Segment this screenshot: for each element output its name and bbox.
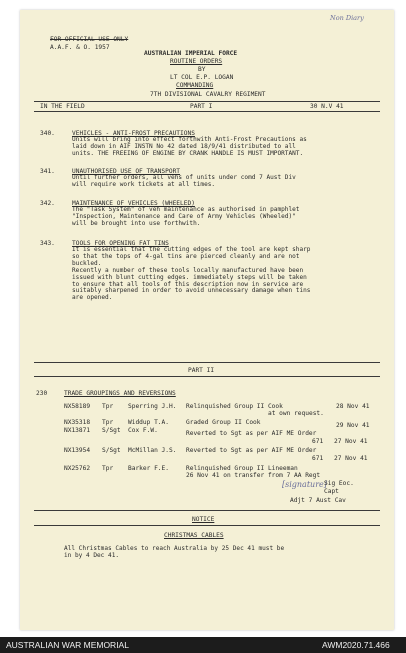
service-number: NX58189 — [64, 403, 91, 410]
signature-appointment: Adjt 7 Aust Cav — [290, 497, 346, 504]
part1-label: PART I — [190, 103, 213, 110]
restriction-line: FOR OFFICIAL USE ONLY — [50, 36, 129, 43]
order-line: so that the tops of 4-gal tins are pierced cleanly and are not — [72, 252, 300, 260]
signature-scribble: [signature] — [282, 480, 327, 489]
rank: Tpr — [102, 465, 114, 472]
order-body — [72, 207, 382, 228]
order-number: 342. — [40, 200, 55, 207]
part2-number: 230 — [36, 390, 48, 397]
part2-title: TRADE GROUPINGS AND REVERSIONS — [64, 390, 176, 397]
order-date: 30 N.V 41 — [310, 103, 344, 110]
notice-label: NOTICE — [192, 516, 215, 523]
signature-rank: Capt — [324, 488, 339, 495]
divider-part2-top — [34, 362, 380, 363]
soldier-name: Barker F.E. — [128, 465, 169, 472]
service-number: NX13871 — [64, 427, 91, 434]
divider-notice-bottom — [34, 525, 380, 526]
action-detail: 671 — [312, 455, 324, 462]
order-body — [72, 175, 382, 189]
location: IN THE FIELD — [40, 103, 85, 110]
order-line: to ensure that all tools of this description now in service are — [72, 280, 304, 288]
order-line: will require work tickets at all times. — [72, 180, 216, 188]
action-date: 27 Nov 41 — [334, 438, 368, 445]
order-line: Until further orders, all vehs of units under comd 7 Aust Div — [72, 174, 296, 181]
archive-name: AUSTRALIAN WAR MEMORIAL — [6, 640, 129, 650]
part2-label: PART II — [188, 367, 215, 374]
action: Graded Group II Cook — [186, 419, 261, 426]
notice-title: CHRISTMAS CABLES — [164, 532, 224, 539]
service-number: NX35318 — [64, 419, 91, 426]
action: Reverted to Sgt as per AIF ME Order — [186, 430, 317, 437]
order-line: laid down in AIF INSTN No 42 dated 18/9/41 distributed to all — [72, 142, 296, 150]
rank: S/Sgt — [102, 427, 121, 434]
divider-part2-bottom — [34, 376, 380, 377]
header-force: AUSTRALIAN IMPERIAL FORCE — [144, 50, 238, 57]
rank: S/Sgt — [102, 447, 121, 454]
rank: Tpr — [102, 419, 114, 426]
action-date: 28 Nov 41 — [336, 403, 370, 410]
action: Reverted to Sgt as per AIF ME Order — [186, 447, 317, 454]
header-regiment: 7TH DIVISIONAL CAVALRY REGIMENT — [150, 91, 266, 98]
divider-part1 — [34, 111, 380, 112]
order-line: Units will bring into effect forthwith Anti-Frost Precautions as — [72, 136, 307, 143]
soldier-name: Cox F.W. — [128, 427, 158, 434]
document-page — [20, 10, 394, 630]
order-body — [72, 137, 382, 158]
order-line: will be brought into use forthwith. — [72, 219, 201, 227]
action-detail: at own request. — [268, 410, 324, 417]
notice-body — [64, 546, 384, 560]
order-title: MAINTENANCE OF VEHICLES (WHEELED) — [72, 200, 195, 207]
order-line: are opened. — [72, 294, 113, 302]
order-line: "Inspection, Maintenance and Care of Army Vehicles (Wheeled)" — [72, 212, 296, 220]
form-reference: A.A.F. & O. 1957 — [50, 44, 110, 51]
archive-footer — [0, 637, 406, 653]
soldier-name: McMillan J.S. — [128, 447, 177, 454]
soldier-name: Sperring J.H. — [128, 403, 177, 410]
action-date: 29 Nov 41 — [336, 422, 370, 429]
divider-notice-top — [34, 510, 380, 511]
action-date: 27 Nov 41 — [334, 455, 368, 462]
header-officer: LT COL E.P. LOGAN — [170, 74, 234, 81]
order-line: Recently a number of these tools locally manufactured have been — [72, 266, 304, 274]
order-line: buckled. — [72, 259, 102, 267]
signature-line: Sig Eoc. — [324, 480, 354, 487]
service-number: NX13954 — [64, 447, 91, 454]
order-title: VEHICLES - ANTI-FROST PRECAUTIONS — [72, 130, 195, 137]
order-title: UNAUTHORISED USE OF TRANSPORT — [72, 168, 181, 175]
header-by: BY — [198, 66, 206, 73]
action: Relinquished Group II Cook — [186, 403, 283, 410]
soldier-name: Widdup T.A. — [128, 419, 169, 426]
action-detail: 26 Nov 41 on transfer from 7 AA Regt — [186, 472, 321, 479]
order-body — [72, 247, 382, 302]
order-number: 340. — [40, 130, 55, 137]
order-line: It is essential that the cutting edges of the tool are kept sharp — [72, 246, 311, 253]
order-line: units. THE FREEING OF ENGINE BY CRANK HANDLE IS MUST IMPORTANT. — [72, 149, 304, 157]
action: Relinquished Group II Lineeman — [186, 465, 298, 472]
action-detail: 671 — [312, 438, 324, 445]
handwritten-note: Non Diary — [330, 14, 364, 22]
header-commanding: COMMANDING — [176, 82, 214, 89]
order-line: suitably sharpened in order to avoid unnecessary damage when tins — [72, 287, 311, 295]
order-line: issued with blunt cutting edges. immediately steps will be taken — [72, 273, 307, 281]
service-number: NX25762 — [64, 465, 91, 472]
header-routine-orders: ROUTINE ORDERS — [170, 58, 223, 65]
notice-line: All Christmas Cables to reach Australia by 25 Dec 41 must be — [64, 545, 285, 552]
order-number: 341. — [40, 168, 55, 175]
order-title: TOOLS FOR OPENING FAT TINS — [72, 240, 169, 247]
divider-top — [34, 101, 380, 102]
archive-reference: AWM2020.71.466 — [322, 640, 390, 650]
order-line: The "Task System" of veh maintenance as authorised in pamphlet — [72, 206, 300, 213]
notice-line: in by 4 Dec 41. — [64, 551, 120, 559]
order-number: 343. — [40, 240, 55, 247]
rank: Tpr — [102, 403, 114, 410]
